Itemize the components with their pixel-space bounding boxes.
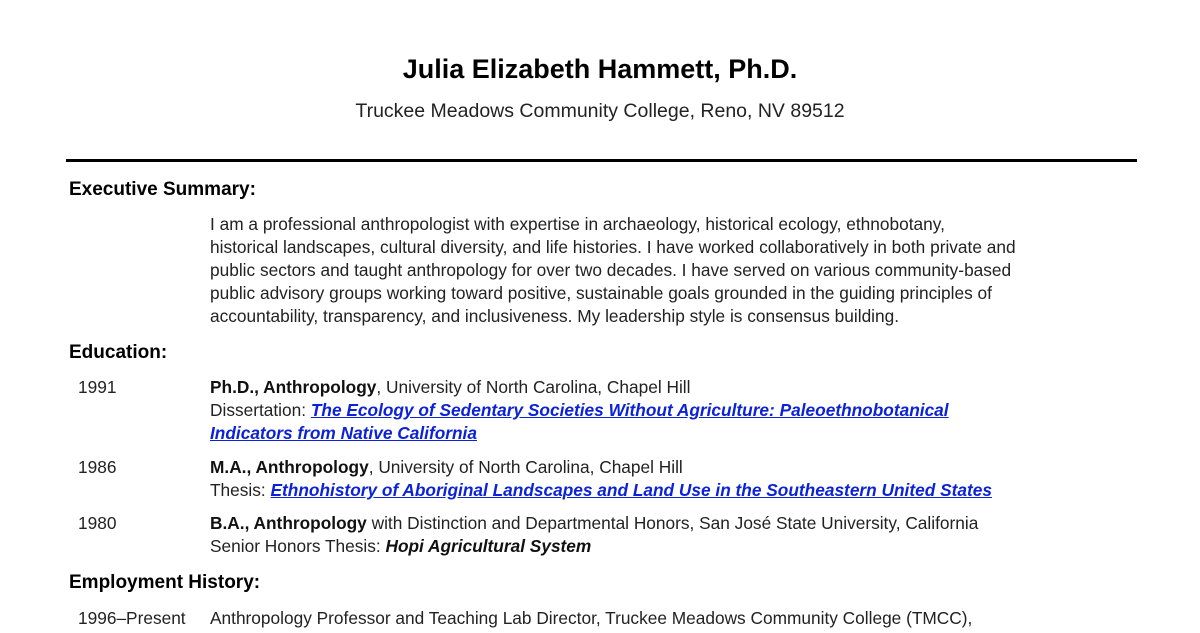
employment-history-heading: Employment History: <box>69 572 261 593</box>
education-year: 1986 <box>78 457 117 477</box>
work-label: Senior Honors Thesis: <box>210 536 386 556</box>
education-year: 1991 <box>78 377 117 397</box>
degree-title: Ph.D., Anthropology <box>210 377 377 397</box>
degree-title: B.A., Anthropology <box>210 513 367 533</box>
honors-thesis-title: Hopi Agricultural System <box>385 536 592 556</box>
header-divider <box>66 159 1137 162</box>
institution: with Distinction and Departmental Honors, San José State University, California <box>366 513 979 533</box>
institution: , University of North Carolina, Chapel Hill <box>368 457 683 477</box>
dissertation-link[interactable]: The Ecology of Sedentary Societies Without Agriculture: Paleoethnobotanical <box>310 400 949 420</box>
education-detail <box>210 456 1145 502</box>
institution: , University of North Carolina, Chapel Hill <box>376 377 691 397</box>
executive-summary-text <box>210 213 1145 328</box>
degree-title: M.A., Anthropology <box>210 457 369 477</box>
education-year: 1980 <box>78 513 117 533</box>
employment-years: 1996–Present <box>78 608 186 628</box>
summary-line: historical landscapes, cultural diversity, and life histories. I have worked collaboratively in both private and <box>210 237 1016 257</box>
summary-line: accountability, transparency, and inclusiveness. My leadership style is consensus building. <box>210 306 900 326</box>
resume-affiliation: Truckee Meadows Community College, Reno, NV 89512 <box>355 100 845 122</box>
work-label: Thesis: <box>210 480 271 500</box>
employment-detail: Anthropology Professor and Teaching Lab Director, Truckee Meadows Community College (TMCC), <box>210 608 973 628</box>
dissertation-link-continued[interactable]: Indicators from Native California <box>210 423 477 443</box>
education-detail <box>210 512 1145 558</box>
work-label: Dissertation: <box>210 400 311 420</box>
education-detail <box>210 376 1145 445</box>
summary-line: public advisory groups working toward positive, sustainable goals grounded in the guiding principles of <box>210 283 992 303</box>
executive-summary-heading: Executive Summary: <box>69 179 256 200</box>
resume-name: Julia Elizabeth Hammett, Ph.D. <box>402 54 798 84</box>
thesis-link[interactable]: Ethnohistory of Aboriginal Landscapes and Land Use in the Southeastern United States <box>270 480 992 500</box>
summary-line: public sectors and taught anthropology for over two decades. I have served on various community-based <box>210 260 1012 280</box>
education-heading: Education: <box>69 342 168 363</box>
summary-line: I am a professional anthropologist with expertise in archaeology, historical ecology, ethnobotany, <box>210 214 945 234</box>
